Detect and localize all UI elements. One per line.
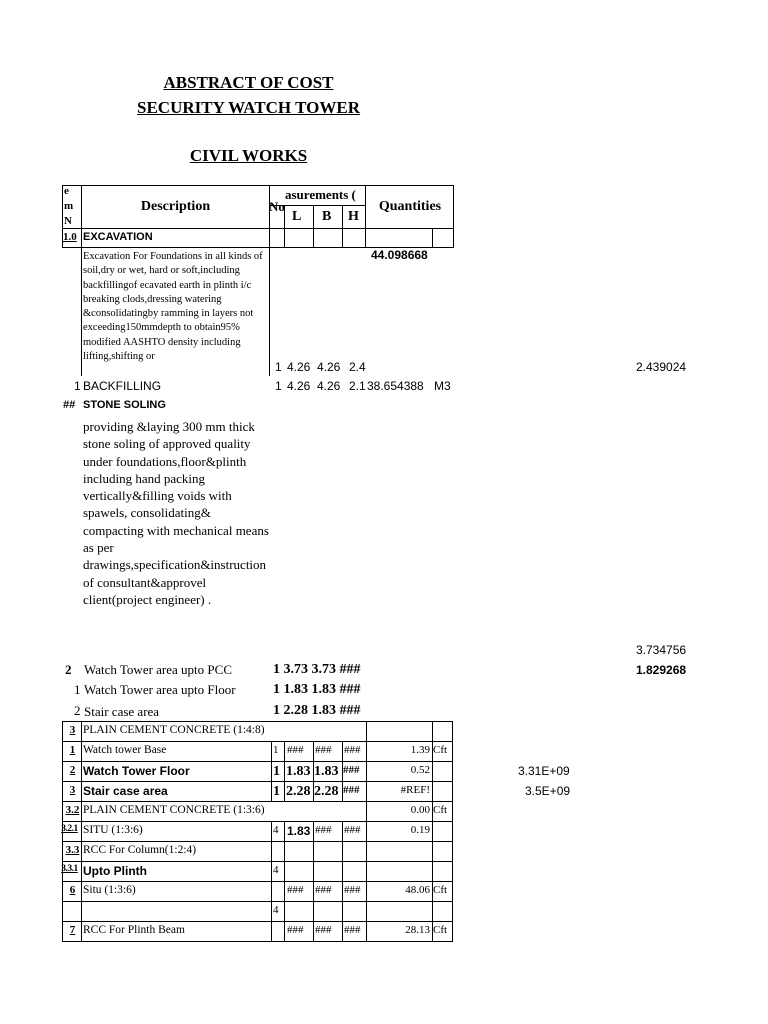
table-cell-num: 2 xyxy=(69,764,76,776)
doc-title: ABSTRACT OF COST xyxy=(163,73,334,92)
table-cell-description: RCC For Column(1:2:4) xyxy=(83,844,197,856)
table-cell-no: 4 xyxy=(273,864,279,876)
table-cell-num: 3.3.1 xyxy=(61,864,78,874)
table-cell-qty: 0.19 xyxy=(410,824,430,836)
stone-soling-label: STONE SOLING xyxy=(83,399,166,411)
measurements-header: asurements ( xyxy=(285,187,356,202)
table-cell-unit: Cft xyxy=(433,884,448,896)
table-row xyxy=(62,901,453,922)
excavation-h: 2.4 xyxy=(349,360,366,374)
table-cell-no: 4 xyxy=(273,904,279,916)
table-cell-qty: 0.52 xyxy=(410,764,430,776)
table-cell-h: ### xyxy=(344,884,361,896)
table-cell-num: 3.2.1 xyxy=(61,824,78,834)
stone-soling-description: providing &laying 300 mm thick stone soling of approved quality under foundations,floor&plinth including hand packing vertically&filling voids with spawels, consolidating& compacting with mechanical means as per drawings,specification&instruction of consultant&approvel client(project engineer) . xyxy=(83,419,269,607)
no-header: No xyxy=(269,199,285,214)
quantities-header: Quantities xyxy=(378,199,442,214)
table-cell-b: ### xyxy=(315,924,332,936)
row-description: Stair case area xyxy=(84,704,160,719)
table-cell-no: 1 xyxy=(273,764,280,779)
backfilling-num: 1 xyxy=(74,379,81,393)
table-cell-description: Stair case area xyxy=(83,784,168,798)
backfilling-l: 4.26 xyxy=(287,379,311,393)
table-cell-l: ### xyxy=(287,924,304,936)
excavation-description: Excavation For Foundations in all kinds of soil,dry or wet, hard or soft,including backfillingof ecavated earth in plinth i/c breaking clods,dressing watering &consolidatingby ramming in layers not exceeding150mmdepth to obtain95% modified AASHTO density including lifting,shifting or xyxy=(83,251,263,363)
table-cell-qty: 28.13 xyxy=(405,924,430,936)
section-title: CIVIL WORKS xyxy=(189,146,308,165)
excavation-l: 4.26 xyxy=(287,360,311,374)
table-cell-qty: 1.39 xyxy=(410,744,430,756)
table-cell-h: ### xyxy=(343,784,360,796)
table-cell-description: SITU (1:3:6) xyxy=(83,824,143,836)
excavation-no: 1 xyxy=(275,360,282,374)
backfilling-qty: 38.654388 xyxy=(367,379,424,393)
excavation-label: EXCAVATION xyxy=(83,231,153,243)
table-cell-description: Upto Plinth xyxy=(83,864,147,878)
table-cell-b: ### xyxy=(315,744,332,756)
table-cell-num: 3 xyxy=(69,784,76,796)
h-header: H xyxy=(348,209,359,224)
excavation-num: 1.0 xyxy=(63,231,77,243)
doc-subtitle: SECURITY WATCH TOWER xyxy=(137,98,360,117)
row-num: 1 xyxy=(74,682,81,697)
row-description: Watch Tower area upto PCC xyxy=(84,662,232,677)
backfilling-label: BACKFILLING xyxy=(83,379,162,393)
excavation-qty: 44.098668 xyxy=(371,248,428,262)
excavation-b: 4.26 xyxy=(317,360,341,374)
table-cell-l: ### xyxy=(287,744,304,756)
backfilling-no: 1 xyxy=(275,379,282,393)
table-cell-extra: 3.5E+09 xyxy=(525,784,571,798)
table-cell-h: ### xyxy=(344,824,361,836)
table-cell-unit: Cft xyxy=(433,924,448,936)
table-cell-num: 6 xyxy=(69,884,76,896)
table-cell-l: 1.83 xyxy=(286,764,311,779)
table-cell-num: 7 xyxy=(69,924,76,936)
table-cell-l: 1.83 xyxy=(287,824,311,838)
table-cell-num: 1 xyxy=(69,744,76,756)
stone-soling-num: ## xyxy=(63,399,76,411)
excavation-extra: 2.439024 xyxy=(636,360,687,374)
table-cell-no: 1 xyxy=(273,744,279,756)
table-cell-l: ### xyxy=(287,884,304,896)
table-cell-b: 2.28 xyxy=(314,784,339,799)
item-no-header-1: e xyxy=(64,185,69,197)
table-cell-h: ### xyxy=(344,744,361,756)
table-cell-num: 3 xyxy=(69,724,76,736)
table-cell-h: ### xyxy=(344,924,361,936)
row-values: 1 1.83 1.83 ### xyxy=(273,682,361,697)
item-no-header-3: N xyxy=(64,215,72,227)
table-cell-description: PLAIN CEMENT CONCRETE (1:4:8) xyxy=(83,724,265,736)
row-extra: 1.829268 xyxy=(636,663,687,677)
table-cell-b: ### xyxy=(315,884,332,896)
description-header: Description xyxy=(140,199,211,214)
table-cell-qty: 0.00 xyxy=(410,804,430,816)
table-cell-no: 4 xyxy=(273,824,279,836)
table-cell-qty: #REF! xyxy=(400,784,430,796)
backfilling-unit: M3 xyxy=(434,379,451,393)
b-header: B xyxy=(322,209,332,224)
row-values: 1 3.73 3.73 ### xyxy=(273,662,361,677)
row-num: 2 xyxy=(74,703,81,718)
row-num: 2 xyxy=(65,662,72,677)
table-cell-num: 3.3 xyxy=(65,844,80,856)
backfilling-h: 2.1 xyxy=(349,379,366,393)
table-cell-l: 2.28 xyxy=(286,784,311,799)
table-cell-qty: 48.06 xyxy=(405,884,430,896)
table-cell-b: 1.83 xyxy=(314,764,339,779)
table-cell-unit: Cft xyxy=(433,744,448,756)
table-cell-description: RCC For Plinth Beam xyxy=(83,924,185,936)
table-cell-num: 3.2 xyxy=(65,804,80,816)
table-cell-description: Watch Tower Floor xyxy=(83,764,190,778)
stone-soling-extra: 3.734756 xyxy=(636,643,687,657)
table-cell-no: 1 xyxy=(273,784,280,799)
row-values: 1 2.28 1.83 ### xyxy=(273,703,361,718)
table-cell-extra: 3.31E+09 xyxy=(518,764,570,778)
row-description: Watch Tower area upto Floor xyxy=(84,682,236,697)
table-cell-b: ### xyxy=(315,824,332,836)
backfilling-b: 4.26 xyxy=(317,379,341,393)
table-cell-description: Situ (1:3:6) xyxy=(83,884,136,896)
table-cell-description: Watch tower Base xyxy=(83,744,167,756)
l-header: L xyxy=(292,209,302,224)
table-cell-unit: Cft xyxy=(433,804,448,816)
table-cell-h: ### xyxy=(343,764,360,776)
table-cell-description: PLAIN CEMENT CONCRETE (1:3:6) xyxy=(83,804,265,816)
item-no-header-2: m xyxy=(64,200,74,212)
